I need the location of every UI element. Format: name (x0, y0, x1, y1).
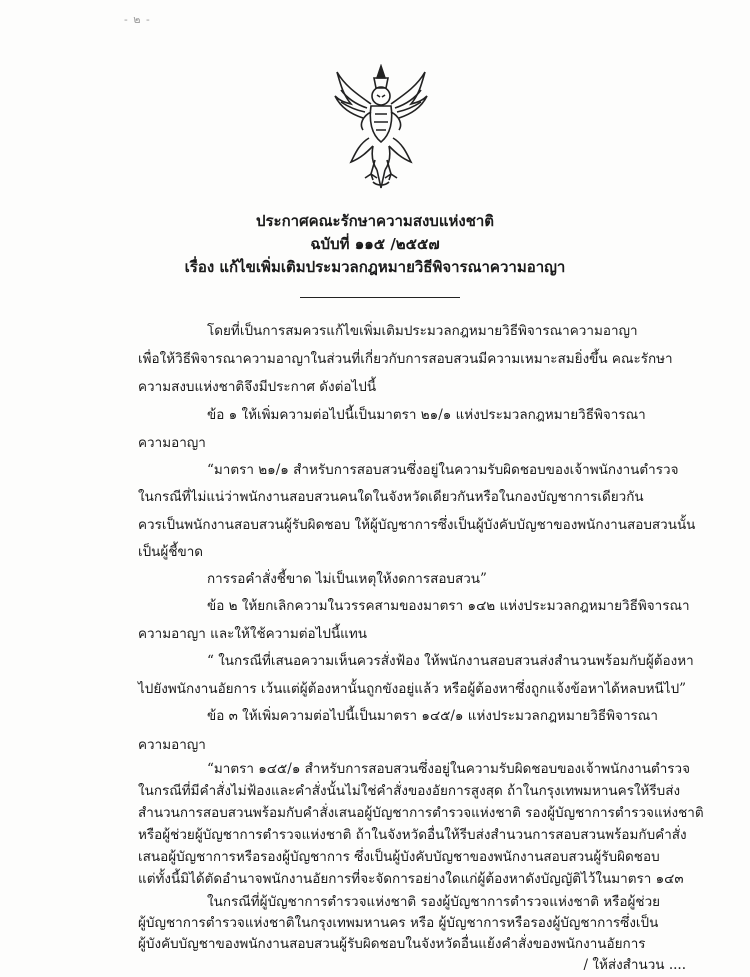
body-line: “มาตรา ๑๔๕/๑ สำหรับการสอบสวนซึ่งอยู่ในความรับผิดชอบของเจ้าพนักงานตำรวจ (207, 761, 691, 777)
body-line: โดยที่เป็นการสมควรแก้ไขเพิ่มเติมประมวลกฎหมายวิธีพิจารณาความอาญา (207, 323, 638, 339)
body-line: ความอาญา และให้ใช้ความต่อไปนี้แทน (138, 626, 368, 642)
body-line: ในกรณีที่มีคำสั่งไม่ฟ้องและคำสั่งนั้นไม่ใช่คำสั่งของอัยการสูงสุด ถ้าในกรุงเทพมหานครให้รีบส่ง (138, 783, 681, 799)
body-line: ความสงบแห่งชาติจึงมีประกาศ ดังต่อไปนี้ (138, 379, 377, 395)
body-line: แต่ทั้งนี้มิได้ตัดอำนาจพนักงานอัยการที่จะจัดการอย่างใดแก่ผู้ต้องหาดังบัญญัติไว้ในมาตรา ๑๔๓ (138, 871, 684, 887)
document-title: ประกาศคณะรักษาความสงบแห่งชาติ (255, 212, 495, 230)
page-number: - ๒ - (124, 13, 151, 26)
body-line: ไปยังพนักงานอัยการ เว้นแต่ผู้ต้องหานั้นถูกขังอยู่แล้ว หรือผู้ต้องหาซึ่งถูกแจ้งข้อหาได้หลบหนีไป” (138, 681, 687, 697)
body-line: ข้อ ๑ ให้เพิ่มความต่อไปนี้เป็นมาตรา ๒๑/๑ แห่งประมวลกฎหมายวิธีพิจารณา (207, 407, 646, 423)
body-line: ในกรณีที่ผู้บัญชาการตำรวจแห่งชาติ รองผู้บัญชาการตำรวจแห่งชาติ หรือผู้ช่วย (207, 894, 661, 910)
body-line: เสนอผู้บัญชาการหรือรองผู้บัญชาการ ซึ่งเป็นผู้บังคับบัญชาของพนักงานสอบสวนผู้รับผิดชอบ (138, 849, 660, 865)
title-divider (300, 297, 460, 298)
body-line: ข้อ ๒ ให้ยกเลิกความในวรรคสามของมาตรา ๑๔๒ แห่งประมวลกฎหมายวิธีพิจารณา (207, 598, 690, 614)
body-line: ผู้บังคับบัญชาของพนักงานสอบสวนผู้รับผิดชอบในจังหวัดอื่นแย้งคำสั่งของพนักงานอัยการ (138, 936, 646, 952)
body-line: ความอาญา (138, 737, 206, 753)
body-line: ในกรณีที่ไม่แน่ว่าพนักงานสอบสวนคนใดในจังหวัดเดียวกันหรือในกองบัญชาการเดียวกัน (138, 489, 644, 505)
body-line: “ ในกรณีที่เสนอความเห็นควรสั่งฟ้อง ให้พนักงานสอบสวนส่งสำนวนพร้อมกับผู้ต้องหา (207, 653, 694, 669)
continuation-note: / ให้ส่งสำนวน .... (583, 957, 686, 973)
body-line: ความอาญา (138, 435, 206, 451)
body-line: ควรเป็นพนักงานสอบสวนผู้รับผิดชอบ ให้ผู้บัญชาการซึ่งเป็นผู้บังคับบัญชาของพนักงานสอบสวนนั้น (138, 517, 696, 533)
garuda-emblem-icon (333, 64, 429, 194)
body-line: ผู้บัญชาการตำรวจแห่งชาติในกรุงเทพมหานคร หรือ ผู้บัญชาการหรือรองผู้บัญชาการซึ่งเป็น (138, 915, 659, 931)
body-line: ข้อ ๓ ให้เพิ่มความต่อไปนี้เป็นมาตรา ๑๔๕/๑ แห่งประมวลกฎหมายวิธีพิจารณา (207, 708, 658, 724)
body-line: หรือผู้ช่วยผู้บัญชาการตำรวจแห่งชาติ ถ้าในจังหวัดอื่นให้รีบส่งสำนวนการสอบสวนพร้อมกับคำสั่ง (138, 827, 687, 843)
body-line: เพื่อให้วิธีพิจารณาความอาญาในส่วนที่เกี่ยวกับการสอบสวนมีความเหมาะสมยิ่งขึ้น คณะรักษา (138, 351, 673, 367)
document-subject: เรื่อง แก้ไขเพิ่มเติมประมวลกฎหมายวิธีพิจารณาความอาญา (184, 258, 566, 276)
body-line: เป็นผู้ชี้ขาด (138, 544, 204, 560)
body-line: การรอคำสั่งชี้ขาด ไม่เป็นเหตุให้งดการสอบสวน” (207, 571, 487, 587)
issue-number: ฉบับที่ ๑๑๕ /๒๕๕๗ (310, 235, 440, 253)
body-line: “มาตรา ๒๑/๑ สำหรับการสอบสวนซึ่งอยู่ในความรับผิดชอบของเจ้าพนักงานตำรวจ (207, 462, 679, 478)
body-line: สำนวนการสอบสวนพร้อมกับคำสั่งเสนอผู้บัญชาการตำรวจแห่งชาติ รองผู้บัญชาการตำรวจแห่งชาติ (138, 805, 704, 821)
